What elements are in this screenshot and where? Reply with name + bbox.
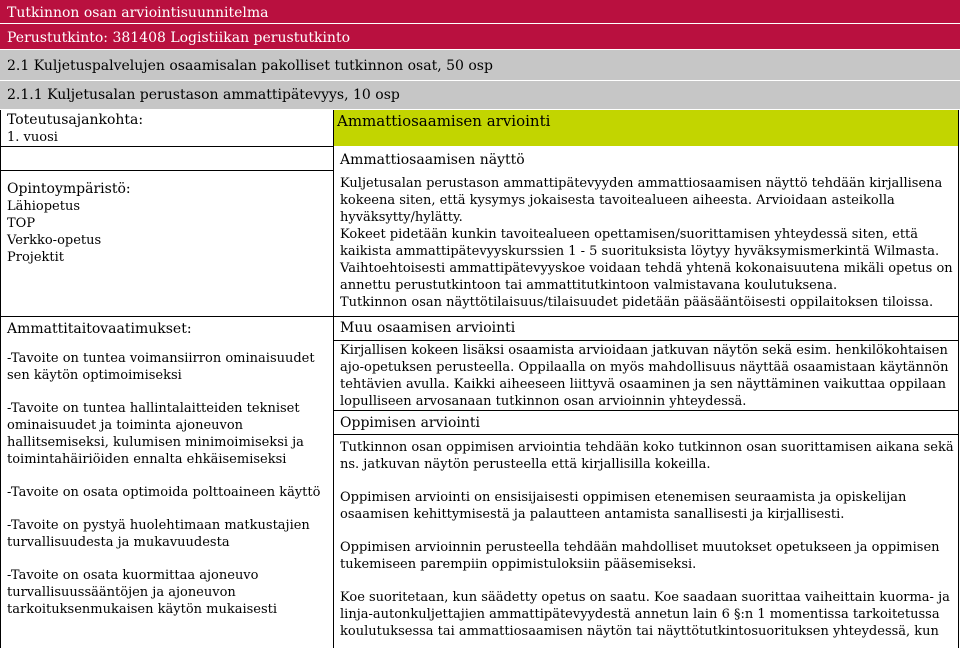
row-divider-right-1 [334, 316, 958, 317]
other-assessment-paragraph: Kirjallisen kokeen lisäksi osaamista arvioidaan jatkuvan näytön sekä esim. henkilökohtaisen ajo-opetuksen perusteella. Oppilaalla on myös mahdollisuus näyttää osaamistaan käytännön tehtävien avulla. Kaikki aiheeseen liittyvä osaaminen ja sen näyttäminen vaikuttaa oppilaan lopulliseen arvosanaan tutkinnon osan arvioinnin yhteydessä. [340, 343, 949, 409]
requirements-label: Ammattitaitovaatimukset: [7, 321, 192, 337]
learning-paragraph: Oppimisen arvioinnin perusteella tehdään mahdolliset muutokset opetukseen ja oppimisen tukemiseen parempiin oppimistuloksiin pääsemiseksi. [340, 540, 940, 572]
implementation-label: Toteutusajankohta: [7, 112, 144, 128]
demo-text [340, 175, 954, 311]
requirement-item: -Tavoite on osata kuormittaa ajoneuvo turvallisuussääntöjen ja ajoneuvon tarkoituksenmukaisen käytön mukaisesti [7, 568, 278, 617]
learning-assessment-header: Oppimisen arviointi [340, 415, 481, 431]
demo-label: Ammattiosaamisen näyttö [340, 152, 525, 168]
requirements-cell [7, 320, 329, 618]
environment-cell [7, 180, 327, 266]
column-divider [333, 110, 334, 648]
document-title: Tutkinnon osan arviointisuunnitelma [0, 0, 960, 24]
environment-item: TOP [7, 216, 36, 231]
learning-paragraph: Koe suoritetaan, kun säädetty opetus on saatu. Koe saadaan suorittaa vaiheittain kuorma- ja linja-autonkuljettajien ammattipätevyydestä annetun lain 6 §:n 1 momentissa tarkoitetussa koulutuksessa tai ammattiosaamisen näytön tai näyttötutkintosuorituksen yhteydessä, kun [340, 590, 950, 639]
implementation-value: 1. vuosi [7, 130, 58, 145]
module-title: 2.1 Kuljetuspalvelujen osaamisalan pakolliset tutkinnon osat, 50 osp [0, 50, 960, 81]
table-border-right [958, 110, 959, 648]
row-divider-left-1 [0, 146, 333, 147]
demo-paragraph: Kuljetusalan perustason ammattipätevyyden ammattiosaamisen näyttö tehdään kirjallisena kokeena siten, että kysymys jokaisesta tavoitealueen aiheesta. Arvioidaan asteikolla hyväksytty/hylätty. [340, 176, 943, 225]
table-border-left [0, 110, 1, 648]
environment-item: Projektit [7, 250, 64, 265]
row-divider-left-3 [0, 316, 333, 317]
other-assessment-text [340, 342, 954, 410]
row-divider-right-4 [334, 434, 958, 435]
assessment-header: Ammattiosaamisen arviointi [334, 110, 958, 146]
qualification-title: Perustutkinto: 381408 Logistiikan perustutkinto [0, 24, 960, 50]
learning-paragraph: Tutkinnon osan oppimisen arviointia tehdään koko tutkinnon osan suorittamisen aikana sekä ns. jatkuvan näytön perusteella että kirjallisilla kokeilla. [340, 440, 954, 472]
demo-paragraph: Vaihtoehtoisesti ammattipätevyyskoe voidaan tehdä yhtenä kokonaisuutena mikäli opetus on annettu perustutkintoon tai ammattitutkintoon valmistavana koulutuksena. [340, 261, 953, 293]
requirement-item: -Tavoite on pystyä huolehtimaan matkustajien turvallisuudesta ja mukavuudesta [7, 518, 310, 550]
requirement-item: -Tavoite on tuntea voimansiirron ominaisuudet sen käytön optimoimiseksi [7, 351, 315, 383]
row-divider-right-3 [334, 410, 958, 411]
row-divider-right-2 [334, 340, 958, 341]
environment-item: Verkko-opetus [7, 233, 102, 248]
environment-label: Opintoympäristö: [7, 181, 131, 197]
environment-item: Lähiopetus [7, 199, 81, 214]
other-assessment-header: Muu osaamisen arviointi [340, 320, 516, 336]
requirement-item: -Tavoite on osata optimoida polttoaineen käyttö [7, 485, 321, 500]
learning-paragraph: Oppimisen arviointi on ensisijaisesti oppimisen etenemisen seuraamista ja opiskelijan osaamisen kehittymisestä ja palautteen antamista sanallisesti ja kirjallisesti. [340, 490, 907, 522]
requirement-item: -Tavoite on tuntea hallintalaitteiden tekniset ominaisuudet ja toiminta ajoneuvon hallitsemiseksi, kulumisen minimoimiseksi ja toimintahäiriöiden ennalta ehkäisemiseksi [7, 401, 304, 467]
row-divider-left-2 [0, 170, 333, 171]
learning-assessment-text [340, 439, 954, 640]
submodule-title: 2.1.1 Kuljetusalan perustason ammattipätevyys, 10 osp [0, 81, 960, 110]
demo-paragraph: Kokeet pidetään kunkin tavoitealueen opettamisen/suorittamisen yhteydessä siten, että kaikista ammattipätevyyskurssien 1 - 5 suorituksista löytyy hyväksymismerkintä Wilmasta. [340, 227, 940, 259]
demo-paragraph: Tutkinnon osan näyttötilaisuus/tilaisuudet pidetään pääsääntöisesti oppilaitoksen tiloissa. [340, 295, 934, 310]
implementation-cell [7, 111, 327, 146]
